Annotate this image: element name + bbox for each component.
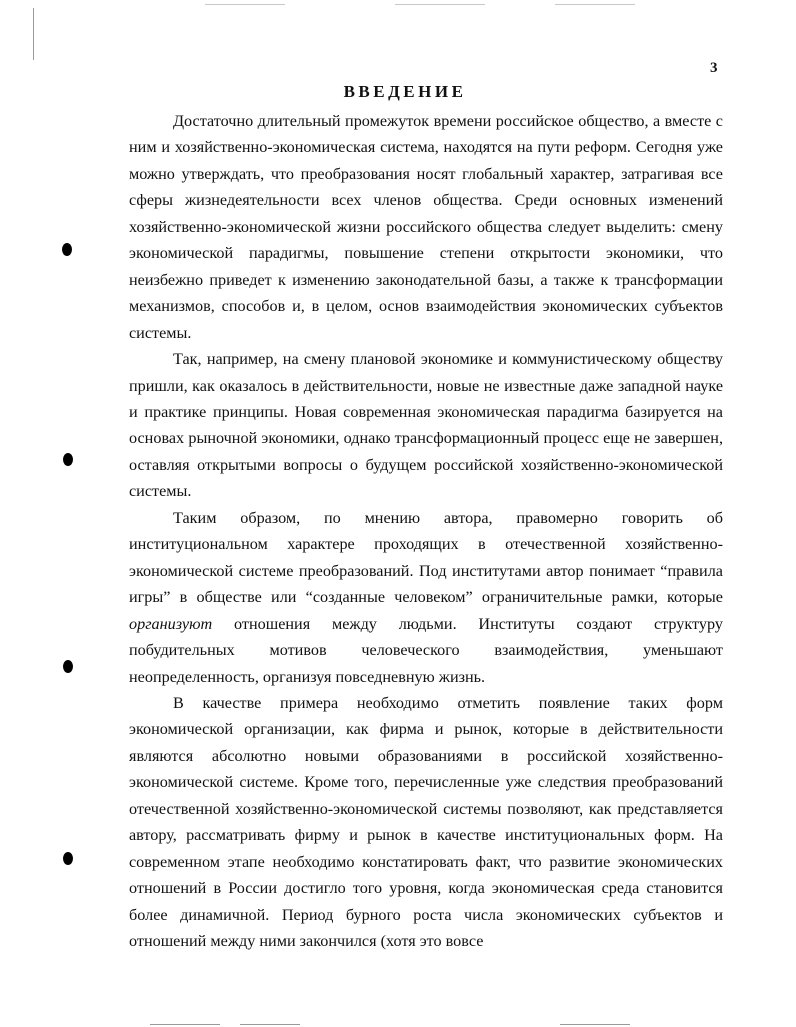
binding-hole-mark: [63, 453, 73, 466]
body-text: [129, 108, 723, 955]
paragraph: Достаточно длительный промежуток времени российское общество, а вместе с ним и хозяйственно-экономическая система, находятся на пути реформ. Сегодня уже можно утверждать, что преобразования носят глобальный характер, затрагивая все сферы жизнедеятельности всех членов общества. Среди основных изменений хозяйственно-экономической жизни российского общества следует выделить: смену экономической парадигмы, повышение степени открытости экономики, что неизбежно приведет к изменению законодательной базы, а также к трансформации механизмов, способов и, в целом, основ взаимодействия экономических субъектов системы.: [129, 112, 723, 342]
scan-edge-bottom-2: [240, 1024, 300, 1025]
binding-hole-mark: [62, 243, 72, 256]
scan-edge-top-1: [205, 4, 285, 5]
paragraph-text: Таким образом, по мнению автора, правомерно говорить об институциональном характере проходящих в отечественной хозяйственно-экономической системе преобразований. Под институтами автор понимает “правила игры” в обществе или “созданные человеком” ограничительные рамки, которые: [129, 508, 723, 607]
scan-edge-top-3: [555, 4, 635, 5]
page-number: 3: [710, 60, 718, 76]
page-title: ВВЕДЕНИЕ: [343, 82, 467, 101]
scan-edge-bottom-1: [150, 1024, 220, 1025]
paragraph: В качестве примера необходимо отметить появление таких форм экономической организации, как фирма и рынок, которые в действительности являются абсолютно новыми образованиями в российской хозяйственно-экономической системе. Кроме того, перечисленные уже следствия преобразований отечественной хозяйственно-экономической системы позволяют, как представляется автору, рассматривать фирму и рынок в качестве институциональных форм. На современном этапе необходимо констатировать факт, что развитие экономических отношений в России достигло того уровня, когда экономическая среда становится более динамичной. Период бурного роста числа экономических субъектов и отношений между ними закончился (хотя это вовсе: [129, 693, 723, 951]
paragraph: [129, 505, 723, 690]
scan-edge-bottom-3: [560, 1024, 630, 1025]
scan-edge-top-2: [395, 4, 485, 5]
scan-edge-line: [33, 8, 34, 60]
emphasized-word: организуют: [129, 614, 213, 633]
binding-hole-mark: [63, 852, 73, 865]
binding-hole-mark: [63, 660, 73, 673]
paragraph-text: отношения между людьми. Институты создают структуру побудительных мотивов человеческого взаимодействия, уменьшают неопределенность, организуя повседневную жизнь.: [129, 614, 723, 686]
paragraph: Так, например, на смену плановой экономике и коммунистическому обществу пришли, как оказалось в действительности, новые не известные даже западной науке и практике принципы. Новая современная экономическая парадигма базируется на основах рыночной экономики, однако трансформационный процесс еще не завершен, оставляя открытыми вопросы о будущем российской хозяйственно-экономической системы.: [129, 350, 723, 501]
